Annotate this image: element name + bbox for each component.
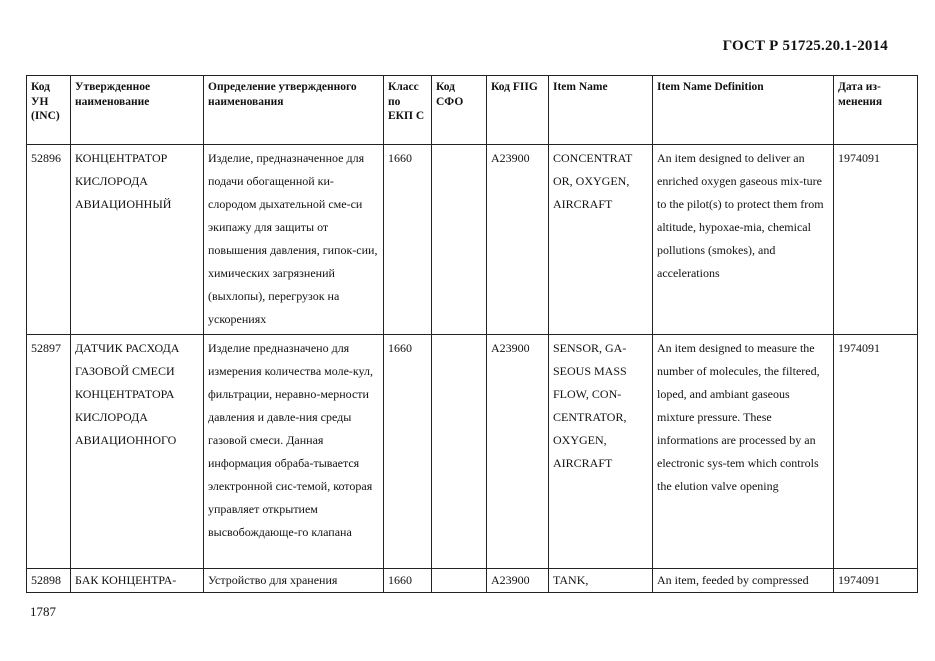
document-standard-number: ГОСТ Р 51725.20.1-2014 <box>722 38 888 54</box>
column-header-approved-name: Утвержденное наименование <box>71 76 204 145</box>
cell-item-name: TANK, <box>549 569 653 593</box>
column-header-fiig: Код FIIG <box>487 76 549 145</box>
cell-definition: Изделие, предназначенное для подачи обогащенной ки-слородом дыхательной сме-си экипажу для защиты от повышения давления, гипок-сии, химических загрязнений (выхлопы), перегрузок на ускорениях <box>204 145 384 335</box>
cell-approved-name: БАК КОНЦЕНТРА- <box>71 569 204 593</box>
table-header-row <box>27 76 918 145</box>
table-row <box>27 335 918 569</box>
cell-code: 52896 <box>27 145 71 335</box>
cell-change-date: 1974091 <box>834 569 918 593</box>
table-row <box>27 569 918 593</box>
cell-sfo <box>432 569 487 593</box>
column-header-code: Код УН (INC) <box>27 76 71 145</box>
column-header-change-date: Дата из-менения <box>834 76 918 145</box>
cell-fiig: A23900 <box>487 569 549 593</box>
cell-class: 1660 <box>384 569 432 593</box>
nomenclature-table <box>26 75 918 593</box>
cell-approved-name: ДАТЧИК РАСХОДА ГАЗОВОЙ СМЕСИ КОНЦЕНТРАТОРА КИСЛОРОДА АВИАЦИОННОГО <box>71 335 204 569</box>
cell-item-definition: An item, feeded by compressed <box>653 569 834 593</box>
table-row <box>27 145 918 335</box>
cell-code: 52898 <box>27 569 71 593</box>
column-header-item-name: Item Name <box>549 76 653 145</box>
cell-sfo <box>432 335 487 569</box>
cell-code: 52897 <box>27 335 71 569</box>
cell-item-definition: An item designed to deliver an enriched oxygen gaseous mix-ture to the pilot(s) to protect them from altitude, hypoxae-mia, chemical pollutions (smokes), and accelerations <box>653 145 834 335</box>
cell-definition: Устройство для хранения <box>204 569 384 593</box>
cell-class: 1660 <box>384 145 432 335</box>
cell-item-definition: An item designed to measure the number of molecules, the filtered, loped, and ambiant gaseous mixture pressure. These informations are processed by an electronic sys-tem which controls the elution valve opening <box>653 335 834 569</box>
column-header-definition: Определение утвержденного наименования <box>204 76 384 145</box>
cell-class: 1660 <box>384 335 432 569</box>
cell-item-name: CONCENTRAT OR, OXYGEN, AIRCRAFT <box>549 145 653 335</box>
cell-item-name: SENSOR, GA-SEOUS MASS FLOW, CON-CENTRATOR, OXYGEN, AIRCRAFT <box>549 335 653 569</box>
cell-approved-name: КОНЦЕНТРАТОР КИСЛОРОДА АВИАЦИОННЫЙ <box>71 145 204 335</box>
column-header-item-definition: Item Name Definition <box>653 76 834 145</box>
page-number: 1787 <box>30 604 56 619</box>
cell-change-date: 1974091 <box>834 145 918 335</box>
cell-fiig: A23900 <box>487 145 549 335</box>
column-header-class: Класс по ЕКП С <box>384 76 432 145</box>
cell-sfo <box>432 145 487 335</box>
column-header-sfo: Код СФО <box>432 76 487 145</box>
cell-change-date: 1974091 <box>834 335 918 569</box>
cell-definition: Изделие предназначено для измерения количества моле-кул, фильтрации, неравно-мерности давления и давле-ния среды газовой смеси. Данная информация обраба-тывается электронной сис-темой, которая управляет открытием высвобождающе-го клапана <box>204 335 384 569</box>
cell-fiig: A23900 <box>487 335 549 569</box>
